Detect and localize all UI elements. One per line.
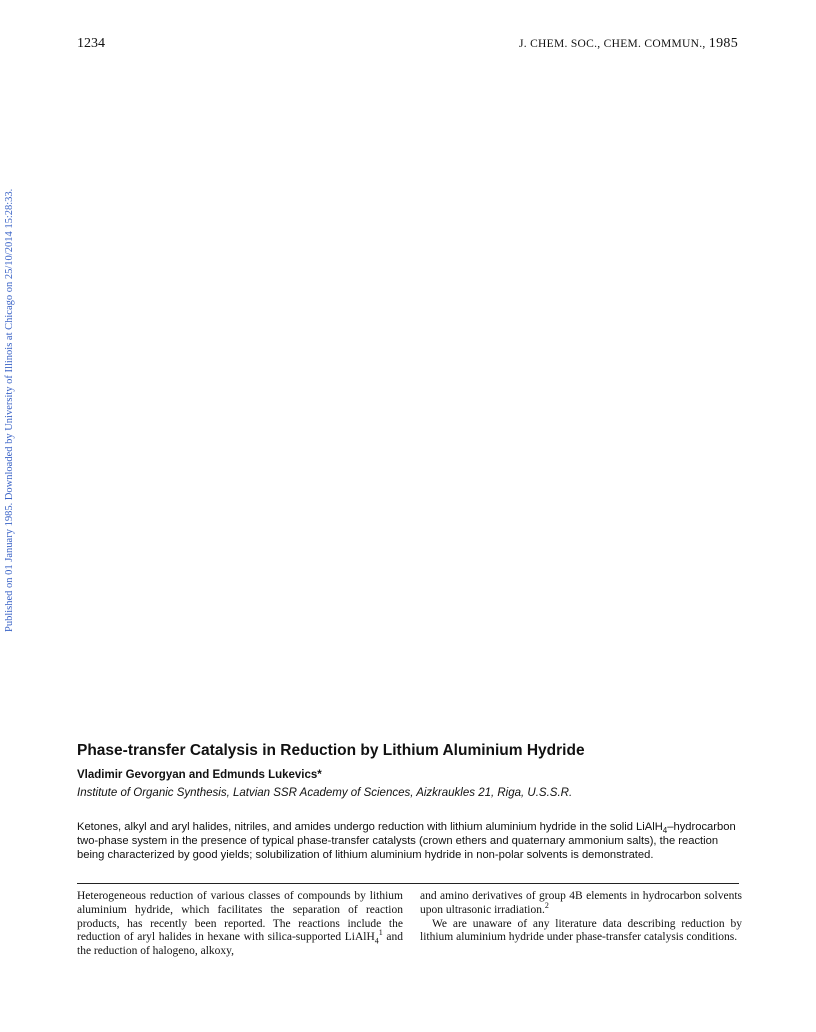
abstract-text-1: Ketones, alkyl and aryl halides, nitriles, and amides undergo reduction with lithium aluminium hydride in the solid LiAlH — [77, 821, 663, 833]
body-subscript: 4 — [374, 936, 379, 946]
journal-header — [519, 36, 738, 52]
article-authors: Vladimir Gevorgyan and Edmunds Lukevics* — [77, 769, 322, 781]
body-paragraph — [420, 890, 742, 918]
body-text: Heterogeneous reduction of various classes of compounds by lithium aluminium hydride, which facilitates the separation of reaction products, has recently been reported. The reactions include the reduction of aryl halides in hexane with silica-supported LiAlH — [77, 890, 403, 944]
body-paragraph: We are unaware of any literature data describing reduction by lithium aluminium hydride under phase-transfer catalysis conditions. — [420, 917, 742, 944]
abstract-subscript: 4 — [662, 826, 668, 836]
journal-year: 1985 — [708, 36, 738, 51]
article-title: Phase-transfer Catalysis in Reduction by Lithium Aluminium Hydride — [77, 742, 585, 759]
abstract — [77, 820, 739, 863]
body-column-right — [420, 890, 742, 945]
abstract-text-2: –hydrocarbon two-phase system in the presence of typical phase-transfer catalysts (crown ethers and quaternary ammonium salts), the reaction being characterized by good yields; solubilization of lithium aluminium hydride in non-polar solvents is demonstrated. — [77, 821, 736, 862]
journal-name: J. CHEM. SOC., CHEM. COMMUN., — [518, 38, 706, 50]
body-column-left — [77, 890, 403, 959]
section-divider — [77, 883, 739, 884]
reference-2[interactable]: 2 — [544, 900, 549, 910]
body-paragraph — [77, 890, 403, 959]
page-number: 1234 — [77, 36, 105, 51]
reference-1[interactable]: 1 — [378, 928, 383, 938]
download-notice[interactable]: Published on 01 January 1985. Downloaded by University of Illinois at Chicago on 25/10/2014 15:28:33. — [4, 188, 15, 632]
body-text: and amino derivatives of group 4B elements in hydrocarbon solvents upon ultrasonic irradiation. — [420, 890, 742, 916]
author-affiliation: Institute of Organic Synthesis, Latvian SSR Academy of Sciences, Aizkraukles 21, Riga, U.S.S.R. — [77, 787, 573, 799]
body-text-end: and the reduction of halogeno, alkoxy, — [77, 931, 403, 958]
